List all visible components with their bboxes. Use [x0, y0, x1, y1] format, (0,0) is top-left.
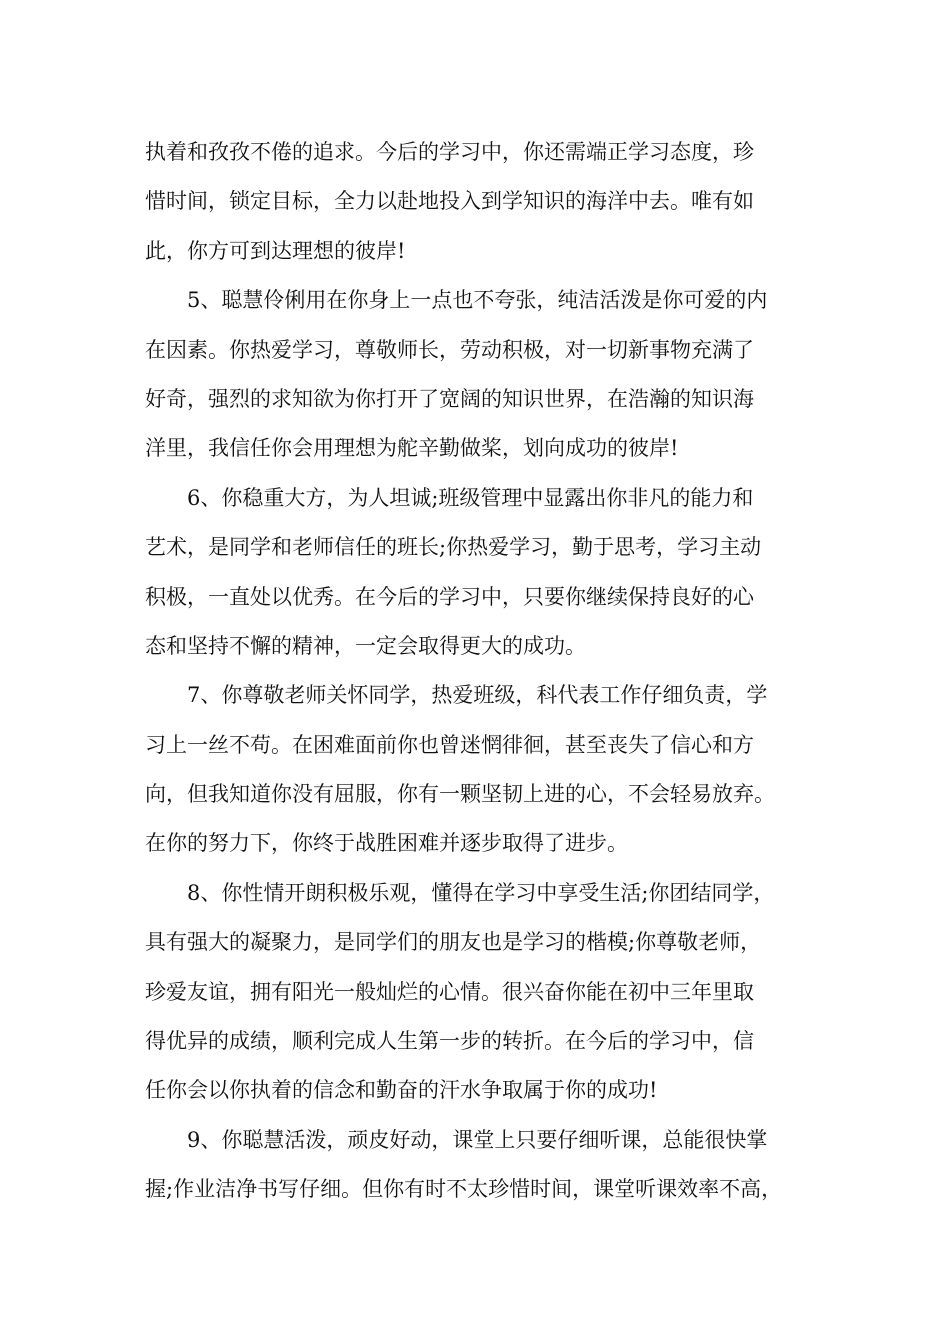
- text-line: 态和坚持不懈的精神，一定会取得更大的成功。: [145, 633, 586, 658]
- text-line: 6、你稳重大方，为人坦诚;班级管理中显露出你非凡的能力和: [145, 485, 754, 510]
- text-line: 5、聪慧伶俐用在你身上一点也不夸张，纯洁活泼是你可爱的内: [145, 288, 768, 313]
- document-body: [145, 128, 825, 1215]
- text-line: 8、你性情开朗积极乐观，懂得在学习中享受生活;你团结同学，: [145, 880, 775, 905]
- text-line: 在因素。你热爱学习，尊敬师长，劳动积极，对一切新事物充满了: [145, 337, 754, 362]
- text-line: 积极，一直处以优秀。在今后的学习中，只要你继续保持良好的心: [145, 584, 754, 609]
- text-line: 任你会以你执着的信念和勤奋的汗水争取属于你的成功!: [145, 1078, 658, 1103]
- text-line: 珍爱友谊，拥有阳光一般灿烂的心情。很兴奋你能在初中三年里取: [145, 979, 754, 1004]
- text-line: 惜时间，锁定目标，全力以赴地投入到学知识的海洋中去。唯有如: [145, 189, 754, 214]
- text-line: 洋里，我信任你会用理想为舵辛勤做桨，划向成功的彼岸!: [145, 436, 679, 461]
- text-line: 握;作业洁净书写仔细。但你有时不太珍惜时间，课堂听课效率不高，: [145, 1177, 783, 1202]
- text-line: 习上一丝不苟。在困难面前你也曾迷惘徘徊，甚至丧失了信心和方: [145, 732, 754, 757]
- text-line: 得优异的成绩，顺利完成人生第一步的转折。在今后的学习中，信: [145, 1029, 754, 1054]
- text-line: 具有强大的凝聚力，是同学们的朋友也是学习的楷模;你尊敬老师，: [145, 930, 762, 955]
- text-line: 在你的努力下，你终于战胜困难并逐步取得了进步。: [145, 831, 628, 856]
- text-line: 向，但我知道你没有屈服，你有一颗坚韧上进的心，不会轻易放弃。: [145, 782, 775, 807]
- text-line: 好奇，强烈的求知欲为你打开了宽阔的知识世界，在浩瀚的知识海: [145, 386, 754, 411]
- text-line: 执着和孜孜不倦的追求。今后的学习中，你还需端正学习态度，珍: [145, 140, 754, 164]
- text-line: 此，你方可到达理想的彼岸!: [145, 238, 406, 263]
- text-line: 艺术，是同学和老师信任的班长;你热爱学习，勤于思考，学习主动: [145, 535, 762, 560]
- text-line: 9、你聪慧活泼，顽皮好动，课堂上只要仔细听课，总能很快掌: [145, 1127, 768, 1152]
- text-line: 7、你尊敬老师关怀同学，热爱班级，科代表工作仔细负责，学: [145, 683, 768, 708]
